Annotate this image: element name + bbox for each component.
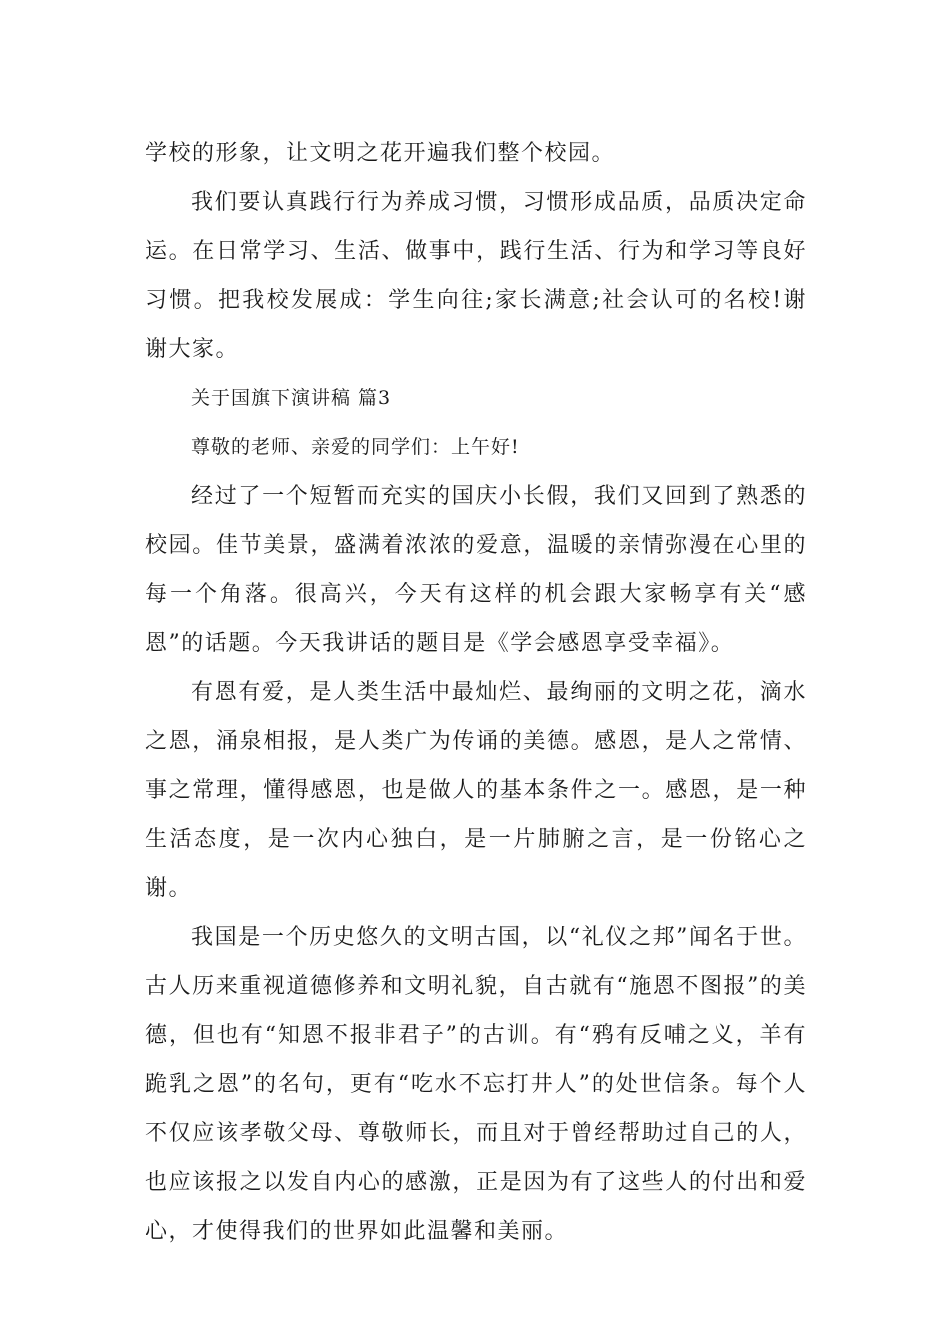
paragraph-holiday: 经过了一个短暂而充实的国庆小长假，我们又回到了熟悉的校园。佳节美景，盛满着浓浓的爱意，温暖的亲情弥漫在心里的每一个角落。很高兴，今天有这样的机会跟大家畅享有关“感恩”的话题。今天我讲话的题目是《学会感恩享受幸福》。 [145,484,807,656]
paragraph-gratitude: 有恩有爱，是人类生活中最灿烂、最绚丽的文明之花，滴水之恩，涌泉相报，是人类广为传诵的美德。感恩，是人之常情、事之常理，懂得感恩，也是做人的基本条件之一。感恩，是一种生活态度，是一次内心独白，是一片肺腑之言，是一份铭心之谢。 [145,680,807,901]
paragraph-habits: 我们要认真践行行为养成习惯，习惯形成品质，品质决定命运。在日常学习、生活、做事中，践行生活、行为和学习等良好习惯。把我校发展成：学生向往;家长满意;社会认可的名校!谢谢大家。 [145,190,807,362]
section-heading: 关于国旗下演讲稿 篇3 [191,387,392,409]
document-body [145,129,807,1256]
paragraph-tradition: 我国是一个历史悠久的文明古国，以“礼仪之邦”闻名于世。古人历来重视道德修养和文明礼貌，自古就有“施恩不图报”的美德，但也有“知恩不报非君子”的古训。有“鸦有反哺之义，羊有跪乳之恩”的名句，更有“吃水不忘打井人”的处世信条。每个人不仅应该孝敬父母、尊敬师长，而且对于曾经帮助过自己的人，也应该报之以发自内心的感激，正是因为有了这些人的付出和爱心，才使得我们的世界如此温馨和美丽。 [145,925,807,1244]
paragraph-continuation: 学校的形象，让文明之花开遍我们整个校园。 [145,141,616,166]
greeting-line: 尊敬的老师、亲爱的同学们：上午好! [191,436,520,458]
